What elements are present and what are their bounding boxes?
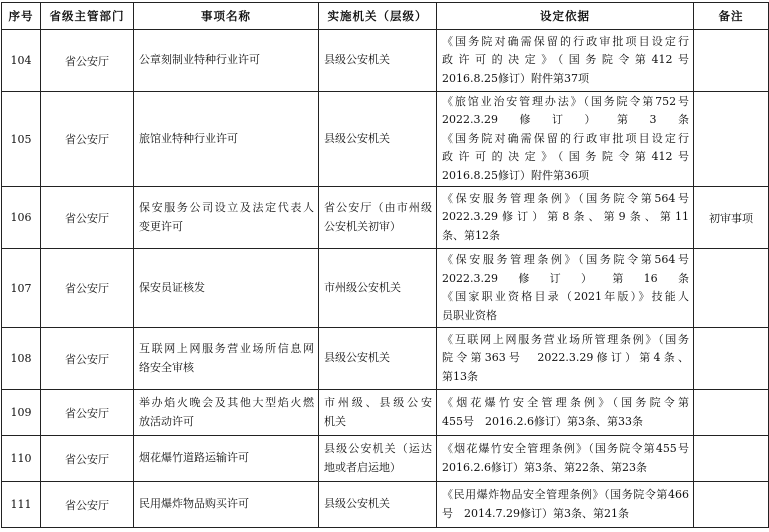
cell-dept: 省公安厅 bbox=[41, 30, 134, 92]
cell-seq: 104 bbox=[2, 30, 41, 92]
table-row bbox=[2, 187, 769, 249]
cell-dept: 省公安厅 bbox=[41, 328, 134, 390]
basis-line: 院令第363号 2022.3.29修订）第4条、 bbox=[442, 351, 689, 365]
basis-line: 政许可的决定》（国务院令第412号 bbox=[442, 150, 689, 164]
item-name-line: 旅馆业特种行业许可 bbox=[139, 131, 238, 145]
cell-item-name bbox=[134, 30, 319, 92]
item-name-line: 变更许可 bbox=[139, 219, 183, 233]
basis-line: 2016.8.25修订）附件第36项 bbox=[442, 168, 589, 182]
item-name-line: 民用爆炸物品购买许可 bbox=[139, 497, 249, 511]
cell-agency bbox=[319, 187, 437, 249]
header-basis: 设定依据 bbox=[437, 3, 694, 30]
cell-basis bbox=[437, 328, 694, 390]
basis-line: 《保安服务管理条例》（国务院令第564号 bbox=[442, 253, 689, 266]
cell-seq: 109 bbox=[2, 390, 41, 436]
cell-note bbox=[694, 390, 769, 436]
basis-line: 《保安服务管理条例》（国务院令第564号 bbox=[442, 191, 689, 205]
item-name-line: 互联网上网服务营业场所信息网 bbox=[139, 342, 314, 355]
table-row bbox=[2, 30, 769, 92]
table-row bbox=[2, 482, 769, 528]
agency-line: 省公安厅（由市州级 bbox=[324, 201, 432, 214]
header-row bbox=[2, 3, 769, 30]
cell-agency bbox=[319, 390, 437, 436]
table-row bbox=[2, 436, 769, 482]
cell-basis bbox=[437, 390, 694, 436]
basis-line: 《国务院对确需保留的行政审批项目设定行 bbox=[442, 34, 689, 48]
cell-seq: 111 bbox=[2, 482, 41, 528]
cell-basis bbox=[437, 482, 694, 528]
agency-line: 县级公安机关 bbox=[324, 53, 390, 67]
basis-line: 《民用爆炸物品安全管理条例》（国务院令第466 bbox=[442, 488, 689, 501]
table-body bbox=[2, 30, 769, 528]
basis-line: 2022.3.29修订）第16条 bbox=[442, 271, 689, 285]
item-name-line: 举办焰火晚会及其他大型焰火燃 bbox=[139, 396, 314, 409]
cell-note: 初审事项 bbox=[694, 187, 769, 249]
cell-dept: 省公安厅 bbox=[41, 187, 134, 249]
header-dept: 省级主管部门 bbox=[41, 3, 134, 30]
cell-seq: 105 bbox=[2, 92, 41, 187]
cell-seq: 107 bbox=[2, 249, 41, 328]
cell-item-name bbox=[134, 187, 319, 249]
item-name-line: 放活动许可 bbox=[139, 414, 194, 428]
basis-line: 2022.3.29修订）第3条 bbox=[442, 113, 689, 127]
table-row bbox=[2, 249, 769, 328]
cell-seq: 106 bbox=[2, 187, 41, 249]
item-name-line: 保安服务公司设立及法定代表人 bbox=[139, 201, 314, 214]
basis-line: 政许可的决定》（国务院令第412号 bbox=[442, 53, 689, 67]
cell-note bbox=[694, 30, 769, 92]
cell-dept: 省公安厅 bbox=[41, 436, 134, 482]
cell-dept: 省公安厅 bbox=[41, 92, 134, 187]
header-agency: 实施机关（层级） bbox=[319, 3, 437, 30]
agency-line: 市州级公安机关 bbox=[324, 280, 401, 294]
cell-item-name bbox=[134, 390, 319, 436]
agency-line: 县级公安机关（运达 bbox=[324, 442, 432, 455]
basis-line: 第13条 bbox=[442, 369, 478, 383]
cell-agency bbox=[319, 328, 437, 390]
cell-seq: 110 bbox=[2, 436, 41, 482]
agency-line: 公安机关初审） bbox=[324, 219, 401, 233]
cell-dept: 省公安厅 bbox=[41, 390, 134, 436]
licensing-items-table bbox=[1, 2, 769, 528]
cell-agency bbox=[319, 30, 437, 92]
cell-item-name bbox=[134, 328, 319, 390]
basis-line: 《烟花爆竹安全管理条例》（国务院令第455号 bbox=[442, 442, 689, 455]
basis-line: 《烟花爆竹安全管理条例》（国务院令第 bbox=[442, 396, 689, 409]
cell-basis bbox=[437, 187, 694, 249]
agency-line: 地或者启运地） bbox=[324, 460, 401, 474]
cell-basis bbox=[437, 30, 694, 92]
table-row bbox=[2, 92, 769, 187]
cell-item-name bbox=[134, 436, 319, 482]
item-name-line: 公章刻制业特种行业许可 bbox=[139, 53, 260, 67]
basis-line: 《互联网上网服务营业场所管理条例》（国务 bbox=[442, 332, 689, 346]
basis-line: 号 2014.7.29修订）第3条、第21条 bbox=[442, 506, 629, 520]
agency-line: 县级公安机关 bbox=[324, 351, 390, 365]
cell-agency bbox=[319, 436, 437, 482]
item-name-line: 烟花爆竹道路运输许可 bbox=[139, 451, 249, 465]
table-row bbox=[2, 390, 769, 436]
basis-line: 455号 2016.2.6修订）第3条、第33条 bbox=[442, 414, 643, 428]
cell-item-name bbox=[134, 249, 319, 328]
cell-note bbox=[694, 436, 769, 482]
cell-item-name bbox=[134, 482, 319, 528]
cell-basis bbox=[437, 249, 694, 328]
table-row bbox=[2, 328, 769, 390]
item-name-line: 络安全审核 bbox=[139, 360, 194, 374]
agency-line: 市州级、县级公安 bbox=[324, 396, 432, 409]
basis-line: 2016.2.6修订）第3条、第22条、第23条 bbox=[442, 460, 647, 474]
cell-agency bbox=[319, 92, 437, 187]
basis-line: 2022.3.29修订）第8条、第9条、第11 bbox=[442, 210, 689, 224]
cell-basis bbox=[437, 436, 694, 482]
basis-line: 2016.8.25修订）附件第37项 bbox=[442, 71, 589, 85]
header-seq: 序号 bbox=[2, 3, 41, 30]
cell-note bbox=[694, 92, 769, 187]
cell-agency bbox=[319, 249, 437, 328]
header-name: 事项名称 bbox=[134, 3, 319, 30]
cell-note bbox=[694, 482, 769, 528]
agency-line: 县级公安机关 bbox=[324, 131, 390, 145]
basis-line: 《国务院对确需保留的行政审批项目设定行 bbox=[442, 131, 689, 145]
header-note: 备注 bbox=[694, 3, 769, 30]
basis-line: 条、第12条 bbox=[442, 228, 500, 242]
agency-line: 县级公安机关 bbox=[324, 497, 390, 511]
cell-note bbox=[694, 328, 769, 390]
basis-line: 员职业资格 bbox=[442, 308, 497, 322]
cell-dept: 省公安厅 bbox=[41, 482, 134, 528]
basis-line: 《旅馆业治安管理办法》（国务院令第752号 bbox=[442, 94, 689, 108]
cell-agency bbox=[319, 482, 437, 528]
basis-line: 《国家职业资格目录（2021年版）》技能人 bbox=[442, 290, 689, 303]
cell-basis bbox=[437, 92, 694, 187]
item-name-line: 保安员证核发 bbox=[139, 280, 205, 294]
agency-line: 机关 bbox=[324, 414, 346, 428]
cell-dept: 省公安厅 bbox=[41, 249, 134, 328]
cell-seq: 108 bbox=[2, 328, 41, 390]
cell-item-name bbox=[134, 92, 319, 187]
cell-note bbox=[694, 249, 769, 328]
